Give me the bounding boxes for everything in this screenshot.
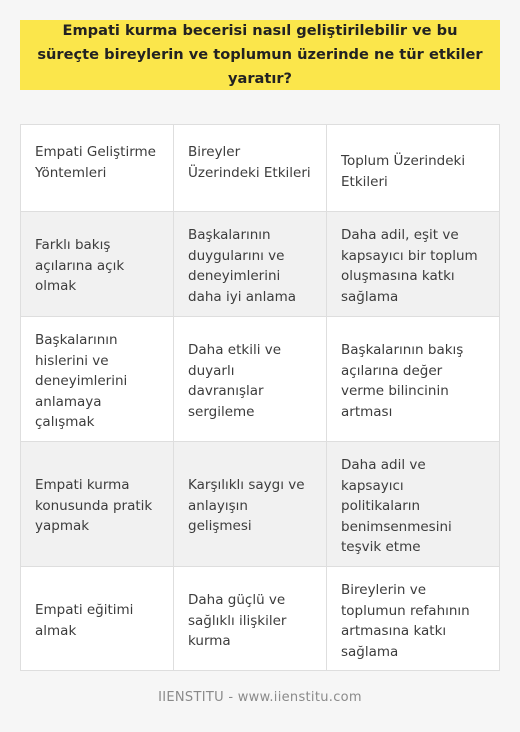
column-header-individual-effects: Bireyler Üzerindeki Etkileri bbox=[173, 125, 326, 211]
table-row bbox=[21, 316, 499, 441]
table-cell: Daha adil ve kapsayıcı politikaların benimsenmesini teşvik etme bbox=[326, 442, 499, 566]
column-header-methods: Empati Geliştirme Yöntemleri bbox=[35, 144, 156, 181]
table-cell: Daha etkili ve duyarlı davranışlar sergileme bbox=[173, 317, 326, 441]
page-title: Empati kurma becerisi nasıl geliştirilebilir ve bu süreçte bireylerin ve toplumun üzerinde ne tür etkiler yaratır? bbox=[37, 22, 483, 87]
table-cell: Başkalarının hislerini ve deneyimlerini anlamaya çalışmak bbox=[35, 332, 128, 430]
table-cell: Daha güçlü ve sağlıklı ilişkiler kurma bbox=[173, 567, 326, 670]
table-cell: Daha adil, eşit ve kapsayıcı bir toplum oluşmasına katkı sağlama bbox=[326, 212, 499, 316]
footer-credit: IIENSTITU - www.iienstitu.com bbox=[158, 690, 362, 705]
table-cell: Bireylerin ve toplumun refahının artmasına katkı sağlama bbox=[326, 567, 499, 670]
table-cell: Farklı bakış açılarına açık olmak bbox=[35, 237, 125, 294]
column-header-society-effects: Toplum Üzerindeki Etkileri bbox=[326, 125, 499, 211]
comparison-table bbox=[20, 124, 500, 671]
question-banner bbox=[20, 20, 500, 90]
table-cell: Başkalarının duygularını ve deneyimlerini daha iyi anlama bbox=[173, 212, 326, 316]
table-cell: Karşılıklı saygı ve anlayışın gelişmesi bbox=[173, 442, 326, 566]
table-cell: Başkalarının bakış açılarına değer verme bilincinin artması bbox=[326, 317, 499, 441]
table-cell: Empati kurma konusunda pratik yapmak bbox=[35, 477, 153, 534]
table-cell: Empati eğitimi almak bbox=[35, 602, 134, 639]
table-row bbox=[21, 441, 499, 566]
table-row bbox=[21, 566, 499, 670]
table-row bbox=[21, 211, 499, 316]
table-header-row bbox=[21, 125, 499, 211]
